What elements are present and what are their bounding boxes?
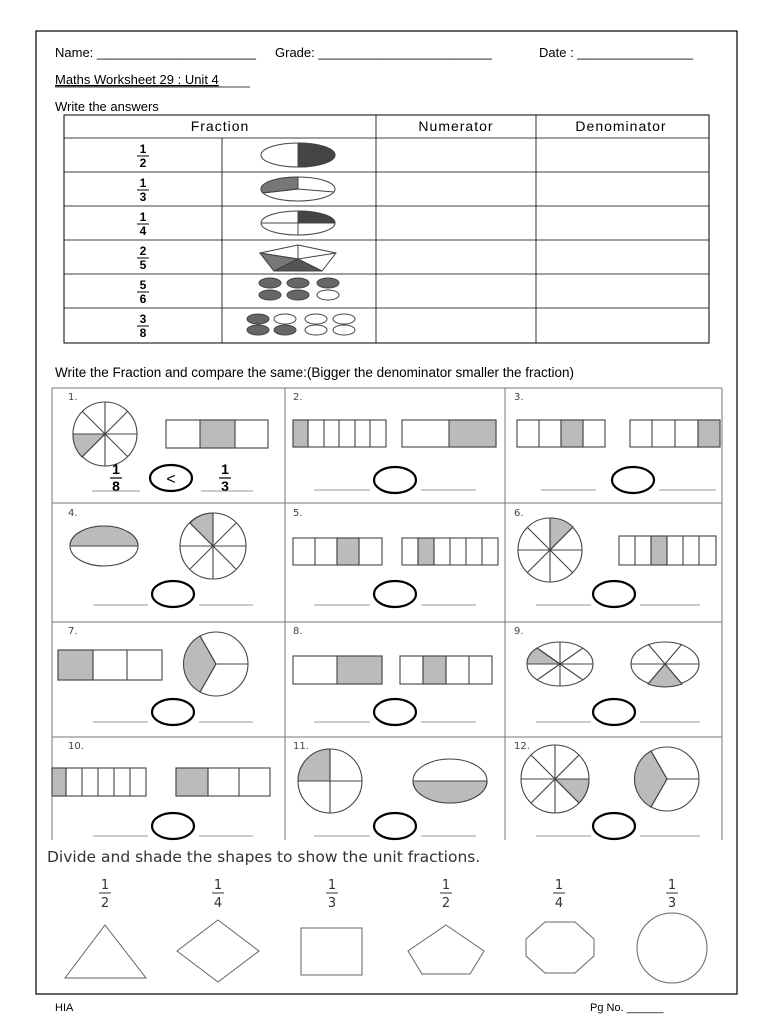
cell-number: 12. <box>514 741 530 752</box>
footer-left: HIA <box>55 1002 74 1014</box>
circle-shape[interactable] <box>637 913 707 983</box>
svg-text:5: 5 <box>139 278 147 292</box>
svg-text:8: 8 <box>112 478 120 494</box>
svg-text:5: 5 <box>139 258 147 272</box>
svg-text:4: 4 <box>554 896 564 911</box>
section3-instruction: Divide and shade the shapes to show the unit fractions. <box>47 848 481 866</box>
date-label: Date : ________________ <box>539 45 693 60</box>
table-row-fraction <box>137 312 149 340</box>
cell-8-shapes <box>293 656 492 684</box>
column-header-fraction: Fraction <box>190 118 250 134</box>
triangle-shape[interactable] <box>65 925 146 978</box>
section2-instruction: Write the Fraction and compare the same:(Bigger the denominator smaller the fraction) <box>55 365 574 380</box>
oval-set-five-sixths <box>259 278 339 300</box>
svg-text:2: 2 <box>100 896 110 911</box>
cell-4-shapes <box>70 513 246 579</box>
cell-3-shapes <box>517 420 720 447</box>
cell-number: 8. <box>293 626 303 637</box>
svg-text:3: 3 <box>667 896 677 911</box>
cell-number: 11. <box>293 741 309 752</box>
svg-text:8: 8 <box>139 326 147 340</box>
column-header-denominator: Denominator <box>575 118 667 134</box>
svg-text:2: 2 <box>139 156 147 170</box>
svg-text:1: 1 <box>139 210 147 224</box>
cell-10-shapes <box>52 768 270 796</box>
svg-text:1: 1 <box>112 461 120 477</box>
answer-area[interactable] <box>93 699 253 725</box>
answer-area[interactable] <box>541 467 716 493</box>
svg-text:3: 3 <box>221 478 229 494</box>
worksheet-title: Maths Worksheet 29 : Unit 4 <box>55 72 219 87</box>
third-circle-picture <box>261 177 335 201</box>
svg-text:1: 1 <box>554 878 564 893</box>
cell-number: 1. <box>68 392 78 403</box>
oval-set-three-eighths <box>247 314 355 335</box>
svg-text:1: 1 <box>139 142 147 156</box>
cell-5-shapes <box>293 538 498 565</box>
cell-11-shapes <box>298 749 487 813</box>
square-shape[interactable] <box>301 928 362 975</box>
table-row-fraction <box>137 210 149 238</box>
pentagon-shape[interactable] <box>408 925 484 974</box>
svg-text:4: 4 <box>139 224 147 238</box>
answer-area[interactable] <box>93 813 253 839</box>
table-row-fraction <box>137 278 149 306</box>
cell-6-shapes <box>518 518 716 582</box>
cell-number: 6. <box>514 508 524 519</box>
svg-text:1: 1 <box>100 878 110 893</box>
answer-area[interactable] <box>314 467 476 493</box>
compare-grid <box>52 388 722 840</box>
cell-number: 5. <box>293 508 303 519</box>
answer-area[interactable] <box>314 581 476 607</box>
grade-label: Grade: ________________________ <box>275 45 492 60</box>
octagon-shape[interactable] <box>526 922 594 973</box>
name-label: Name: ______________________ <box>55 45 256 60</box>
answer-area[interactable] <box>93 581 253 607</box>
svg-text:3: 3 <box>327 896 337 911</box>
half-circle-picture <box>261 143 335 167</box>
quarter-circle-picture <box>261 211 335 235</box>
answer-area[interactable] <box>314 813 476 839</box>
cell-1-shapes <box>73 402 268 466</box>
svg-text:1: 1 <box>441 878 451 893</box>
column-header-numerator: Numerator <box>418 118 494 134</box>
cell-2-shapes <box>293 420 496 447</box>
svg-text:1: 1 <box>213 878 223 893</box>
unit-fraction-labels <box>99 878 678 911</box>
example-answer <box>92 461 253 494</box>
pentagon-picture <box>260 245 336 271</box>
table-row-fraction <box>137 244 149 272</box>
cell-12-shapes <box>521 745 699 813</box>
svg-text:2: 2 <box>139 244 147 258</box>
cell-7-shapes <box>58 632 248 696</box>
cell-number: 2. <box>293 392 303 403</box>
svg-text:3: 3 <box>139 190 147 204</box>
svg-text:1: 1 <box>221 461 229 477</box>
section1-instruction: Write the answers <box>55 99 159 114</box>
svg-text:6: 6 <box>139 292 147 306</box>
svg-text:1: 1 <box>327 878 337 893</box>
cell-number: 7. <box>68 626 78 637</box>
svg-text:2: 2 <box>441 896 451 911</box>
answer-area[interactable] <box>536 581 700 607</box>
answer-area[interactable] <box>536 813 700 839</box>
table-row-fraction <box>137 176 149 204</box>
unit-fraction-label <box>440 878 452 911</box>
unit-fraction-label <box>99 878 111 911</box>
diamond-shape[interactable] <box>177 920 259 982</box>
answer-area[interactable] <box>536 699 700 725</box>
svg-text:<: < <box>166 471 176 488</box>
footer-page-number: Pg No. ______ <box>590 1002 664 1014</box>
unit-fraction-label <box>212 878 224 911</box>
cell-number: 9. <box>514 626 524 637</box>
unit-fraction-label <box>553 878 565 911</box>
unit-fraction-label <box>666 878 678 911</box>
table-row-fraction <box>137 142 149 170</box>
cell-number: 3. <box>514 392 524 403</box>
answer-area[interactable] <box>314 699 476 725</box>
fraction-table <box>64 115 709 343</box>
svg-text:1: 1 <box>139 176 147 190</box>
cell-9-shapes <box>527 642 699 687</box>
svg-text:3: 3 <box>139 312 147 326</box>
svg-text:1: 1 <box>667 878 677 893</box>
svg-text:4: 4 <box>213 896 223 911</box>
cell-number: 10. <box>68 741 84 752</box>
unit-fraction-label <box>326 878 338 911</box>
cell-number: 4. <box>68 508 78 519</box>
